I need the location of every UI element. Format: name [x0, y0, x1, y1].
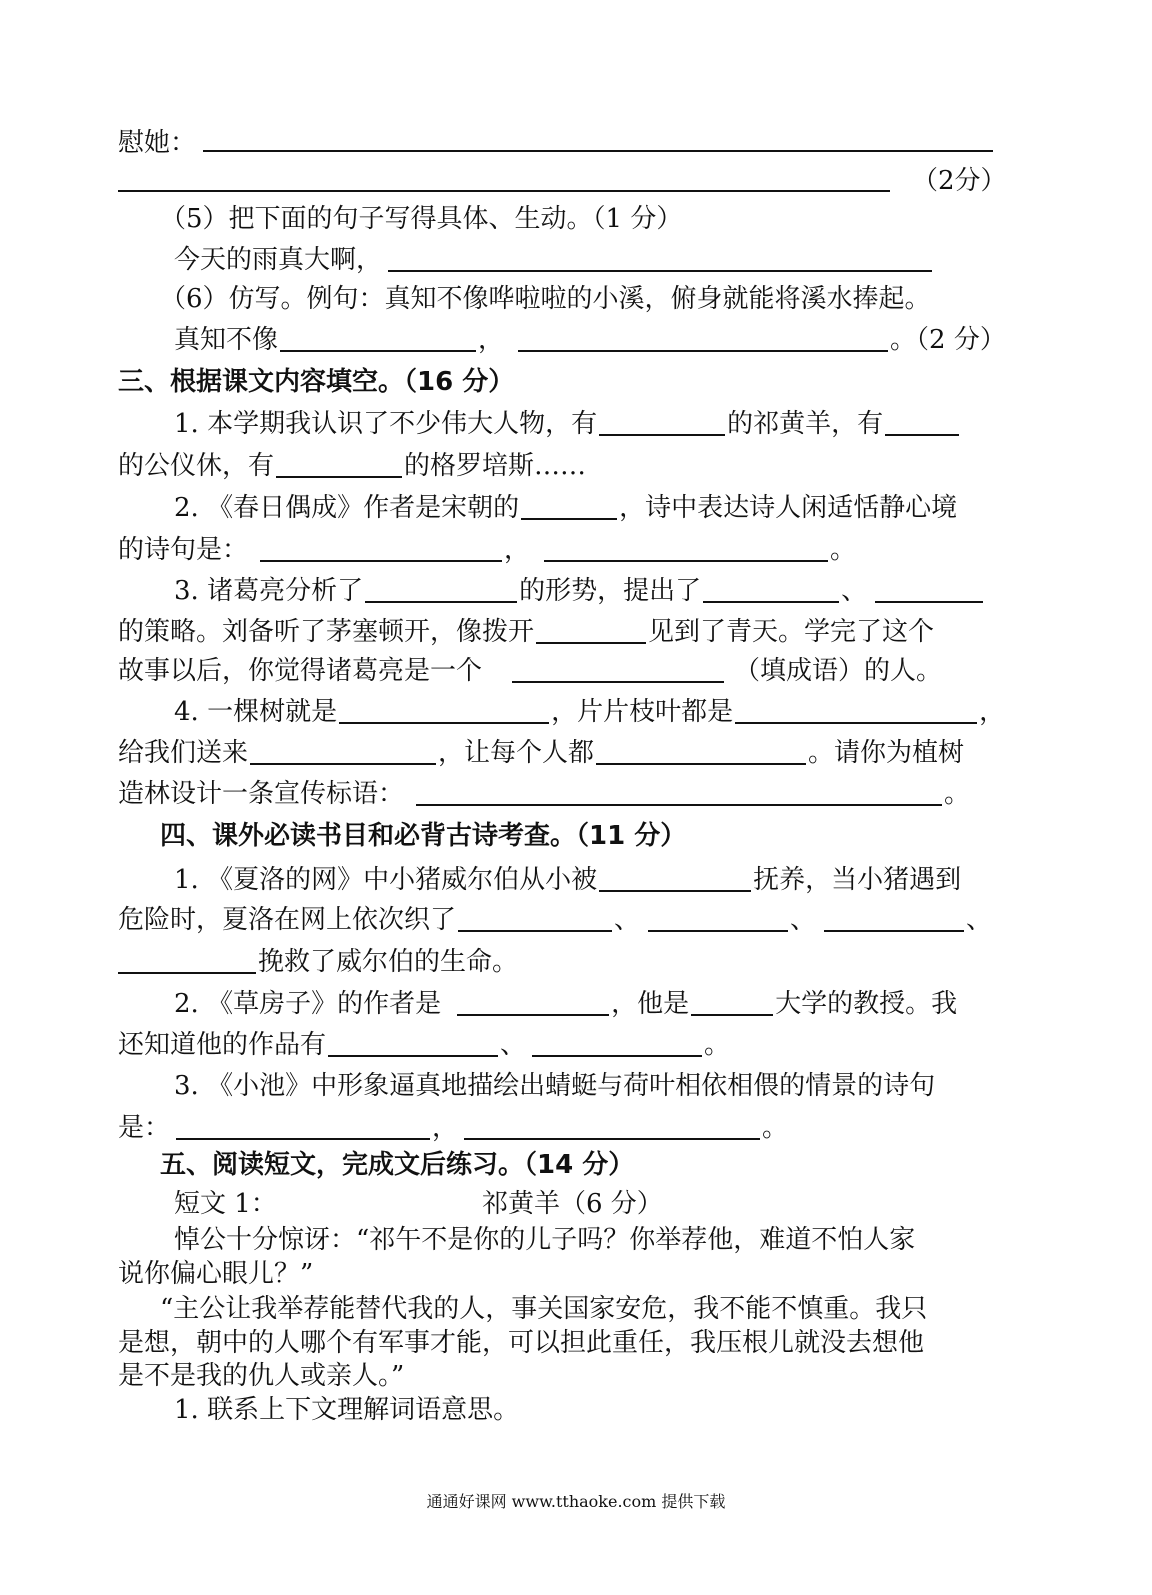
- punct: 、: [614, 905, 641, 935]
- answer-blank[interactable]: [416, 804, 942, 806]
- answer-blank[interactable]: [824, 930, 964, 932]
- passage-label: 短文 1：: [174, 1189, 277, 1219]
- question-text: 造林设计一条宣传标语：: [118, 779, 405, 809]
- s4-q1-l1: [174, 860, 961, 900]
- section-4-heading: [160, 816, 686, 856]
- s3-q4-l3: [118, 774, 970, 814]
- s4-q3-l1: [174, 1066, 935, 1106]
- s3-q1-l1: [174, 404, 961, 444]
- answer-blank[interactable]: [691, 1014, 773, 1016]
- heading-text: 五、阅读短文，完成文后练习。（14 分）: [160, 1150, 635, 1180]
- answer-blank[interactable]: [280, 350, 476, 352]
- question-text: 挽救了威尔伯的生命。: [258, 947, 519, 977]
- punct: 、: [790, 905, 817, 935]
- answer-blank[interactable]: [328, 1055, 498, 1057]
- answer-blank[interactable]: [365, 601, 517, 603]
- question-text: 的祁黄羊，有: [727, 409, 884, 439]
- question-text: 大学的教授。我: [775, 989, 958, 1019]
- question-text: 的诗句是：: [118, 535, 249, 565]
- answer-blank[interactable]: [599, 434, 725, 436]
- s3-q4-l2: [118, 733, 964, 773]
- question-text: 1. 本学期我认识了不少伟大人物，有: [174, 409, 598, 439]
- passage-text: “主公让我举荐能替代我的人，事关国家安危，我不能不慎重。我只: [160, 1294, 928, 1324]
- question-text: 1. 联系上下文理解词语意思。: [174, 1395, 520, 1425]
- question-text: 见到了青天。学完了这个: [648, 617, 935, 647]
- passage-text: 悼公十分惊讶：“祁午不是你的儿子吗？你举荐他，难道不怕人家: [174, 1225, 916, 1255]
- punct: ，: [478, 325, 505, 355]
- question-text: ，诗中表达诗人闲适恬静心境: [619, 493, 958, 523]
- answer-blank[interactable]: [544, 560, 828, 562]
- answer-blank[interactable]: [599, 890, 751, 892]
- s3-q2-l2: [118, 530, 856, 570]
- question-text: 3. 诸葛亮分析了: [174, 576, 364, 606]
- s4-q3-l2: [118, 1108, 788, 1148]
- q2-4-score: [912, 161, 1007, 201]
- answer-blank[interactable]: [735, 722, 977, 724]
- passage-title: 祁黄羊（6 分）: [482, 1189, 663, 1219]
- s4-q2-l2: [118, 1025, 730, 1065]
- page-footer: 通通好课网 www.tthaoke.com 提供下载: [426, 1492, 726, 1511]
- question-text: （填成语）的人。: [734, 656, 943, 686]
- q2-5-line: [174, 240, 934, 280]
- s3-q3-l2: [118, 612, 934, 652]
- answer-blank[interactable]: [521, 518, 617, 520]
- s4-q2-l1: [174, 984, 957, 1024]
- question-text: 故事以后，你觉得诸葛亮是一个: [118, 656, 483, 686]
- punct: 、: [966, 905, 993, 935]
- question-text: 的格罗培斯……: [404, 451, 587, 481]
- question-text: 还知道他的作品有: [118, 1030, 327, 1060]
- passage-text: 说你偏心眼儿？”: [118, 1259, 314, 1289]
- answer-blank[interactable]: [276, 476, 402, 478]
- question-text: 给我们送来: [118, 738, 249, 768]
- q2-6-line: [174, 320, 1006, 360]
- answer-blank[interactable]: [464, 1138, 760, 1140]
- passage-line: [118, 1254, 313, 1294]
- q2-4-label: 慰她：: [118, 128, 197, 158]
- answer-blank[interactable]: [875, 601, 983, 603]
- punct: 。: [944, 779, 971, 809]
- answer-blank[interactable]: [458, 930, 612, 932]
- s3-q1-l2: [118, 446, 586, 486]
- answer-blank[interactable]: [118, 972, 256, 974]
- passage-text: 是想，朝中的人哪个有军事才能，可以担此重任，我压根儿就没去想他: [118, 1328, 925, 1358]
- answer-blank[interactable]: [532, 1055, 702, 1057]
- question-text: 的公仪休，有: [118, 451, 275, 481]
- punct: 。: [704, 1030, 731, 1060]
- punct: ，: [979, 697, 1006, 727]
- answer-blank[interactable]: [457, 1014, 609, 1016]
- s3-q3-l1: [174, 571, 985, 611]
- score-label: （2分）: [912, 166, 1007, 196]
- q2-4-line: [118, 123, 196, 163]
- question-text: 2. 《春日偶成》作者是宋朝的: [174, 493, 520, 523]
- s3-q2-l1: [174, 488, 957, 528]
- heading-text: 四、课外必读书目和必背古诗考查。（11 分）: [160, 821, 687, 851]
- answer-blank[interactable]: [703, 601, 839, 603]
- answer-blank[interactable]: [648, 930, 788, 932]
- question-text: 的形势，提出了: [519, 576, 702, 606]
- punct: 、: [500, 1030, 527, 1060]
- question-text: （5）把下面的句子写得具体、生动。（1 分）: [160, 204, 683, 234]
- question-text: 4. 一棵树就是: [174, 697, 338, 727]
- section-5-heading: [160, 1145, 634, 1185]
- answer-blank[interactable]: [388, 270, 932, 272]
- question-text: 3. 《小池》中形象逼真地描绘出蜻蜓与荷叶相依相偎的情景的诗句: [174, 1071, 936, 1101]
- answer-blank[interactable]: [518, 350, 888, 352]
- s5-q1-line: [174, 1390, 519, 1430]
- question-text: 真知不像: [174, 325, 279, 355]
- answer-blank[interactable]: [536, 642, 646, 644]
- question-text: ，让每个人都: [438, 738, 595, 768]
- answer-blank[interactable]: [203, 150, 993, 152]
- s4-q1-l2: [118, 900, 992, 940]
- q2-6-title: [160, 279, 931, 319]
- q2-5-title: [160, 199, 682, 239]
- question-text: 2. 《草房子》的作者是: [174, 989, 442, 1019]
- passage-text: 是不是我的仇人或亲人。”: [118, 1361, 405, 1391]
- s3-q4-l1: [174, 692, 1005, 732]
- answer-blank[interactable]: [339, 722, 549, 724]
- answer-blank[interactable]: [596, 763, 806, 765]
- answer-blank[interactable]: [118, 190, 890, 192]
- answer-blank[interactable]: [885, 434, 959, 436]
- question-text: 是：: [118, 1113, 171, 1143]
- section-3-heading: [118, 362, 514, 402]
- question-text: （6）仿写。例句：真知不像哗啦啦的小溪，俯身就能将溪水捧起。: [160, 284, 931, 314]
- punct: ，: [432, 1113, 459, 1143]
- heading-text: 三、根据课文内容填空。（16 分）: [118, 367, 515, 397]
- question-text: 。请你为植树: [808, 738, 965, 768]
- answer-blank[interactable]: [260, 560, 502, 562]
- s3-q3-l3: [118, 651, 942, 691]
- question-text: 今天的雨真大啊，: [174, 245, 383, 275]
- passage-label-line: [174, 1184, 277, 1224]
- s4-q1-l3: [118, 942, 518, 982]
- question-text: 1. 《夏洛的网》中小猪威尔伯从小被: [174, 865, 598, 895]
- question-text: 危险时，夏洛在网上依次织了: [118, 905, 457, 935]
- answer-blank[interactable]: [176, 1138, 430, 1140]
- punct: 。: [762, 1113, 789, 1143]
- score-label: 。（2 分）: [890, 325, 1006, 355]
- question-text: ，他是: [611, 989, 690, 1019]
- passage-title-line: [482, 1184, 663, 1224]
- punct: ，: [504, 535, 531, 565]
- punct: 、: [841, 576, 868, 606]
- answer-blank[interactable]: [512, 681, 724, 683]
- question-text: 的策略。刘备听了茅塞顿开，像拨开: [118, 617, 535, 647]
- punct: 。: [830, 535, 857, 565]
- answer-blank[interactable]: [250, 763, 436, 765]
- question-text: ，片片枝叶都是: [551, 697, 734, 727]
- question-text: 抚养，当小猪遇到: [753, 865, 962, 895]
